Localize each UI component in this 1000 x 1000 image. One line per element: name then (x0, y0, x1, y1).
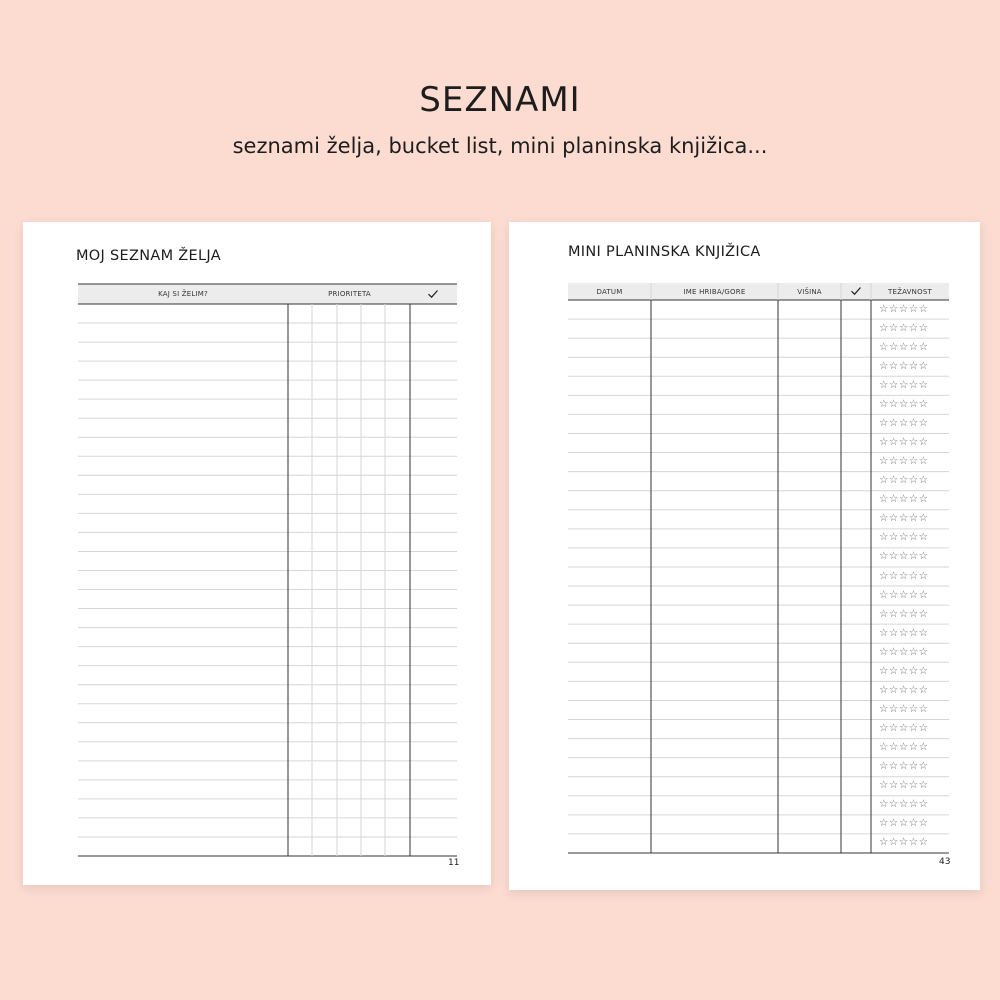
star-icon: ☆☆☆☆☆ (879, 455, 929, 468)
star-icon: ☆☆☆☆☆ (879, 512, 929, 525)
column-header-priority: PRIORITETA (328, 290, 371, 298)
star-icon: ☆☆☆☆☆ (879, 741, 929, 754)
star-icon: ☆☆☆☆☆ (879, 550, 929, 563)
star-icon: ☆☆☆☆☆ (879, 836, 929, 849)
star-icon: ☆☆☆☆☆ (879, 474, 929, 487)
star-icon: ☆☆☆☆☆ (879, 645, 929, 658)
mountain-log-page (509, 222, 980, 890)
column-header-date: DATUM (596, 288, 623, 296)
star-icon: ☆☆☆☆☆ (879, 798, 929, 811)
star-icon: ☆☆☆☆☆ (879, 436, 929, 449)
page-number: 43 (939, 857, 951, 867)
star-icon: ☆☆☆☆☆ (879, 321, 929, 334)
star-icon: ☆☆☆☆☆ (879, 397, 929, 410)
wishlist-title: MOJ SEZNAM ŽELJA (76, 248, 221, 264)
column-header-wish: KAJ SI ŽELIM? (158, 290, 208, 298)
star-icon: ☆☆☆☆☆ (879, 588, 929, 601)
column-header-difficulty: TEŽAVNOST (888, 288, 932, 296)
star-icon: ☆☆☆☆☆ (879, 569, 929, 582)
star-icon: ☆☆☆☆☆ (879, 493, 929, 506)
star-icon: ☆☆☆☆☆ (879, 817, 929, 830)
star-icon: ☆☆☆☆☆ (879, 359, 929, 372)
star-icon: ☆☆☆☆☆ (879, 378, 929, 391)
check-icon (427, 289, 439, 299)
column-header-mountain: IME HRIBA/GORE (683, 288, 746, 296)
star-icon: ☆☆☆☆☆ (879, 302, 929, 315)
star-icon: ☆☆☆☆☆ (879, 531, 929, 544)
star-icon: ☆☆☆☆☆ (879, 760, 929, 773)
check-icon (850, 286, 862, 296)
wishlist-page (23, 222, 491, 885)
star-icon: ☆☆☆☆☆ (879, 626, 929, 639)
mountain-log-title: MINI PLANINSKA KNJIŽICA (568, 244, 761, 260)
star-icon: ☆☆☆☆☆ (879, 607, 929, 620)
star-icon: ☆☆☆☆☆ (879, 683, 929, 696)
star-icon: ☆☆☆☆☆ (879, 340, 929, 353)
star-icon: ☆☆☆☆☆ (879, 664, 929, 677)
star-icon: ☆☆☆☆☆ (879, 722, 929, 735)
star-icon: ☆☆☆☆☆ (879, 416, 929, 429)
page-number: 11 (448, 858, 460, 868)
star-icon: ☆☆☆☆☆ (879, 779, 929, 792)
column-header-altitude: VIŠINA (797, 288, 822, 296)
wishlist-table (23, 222, 491, 885)
page-heading: SEZNAMI (419, 80, 581, 120)
page-subheading: seznami želja, bucket list, mini planinska knjižica... (232, 134, 768, 158)
star-icon: ☆☆☆☆☆ (879, 702, 929, 715)
